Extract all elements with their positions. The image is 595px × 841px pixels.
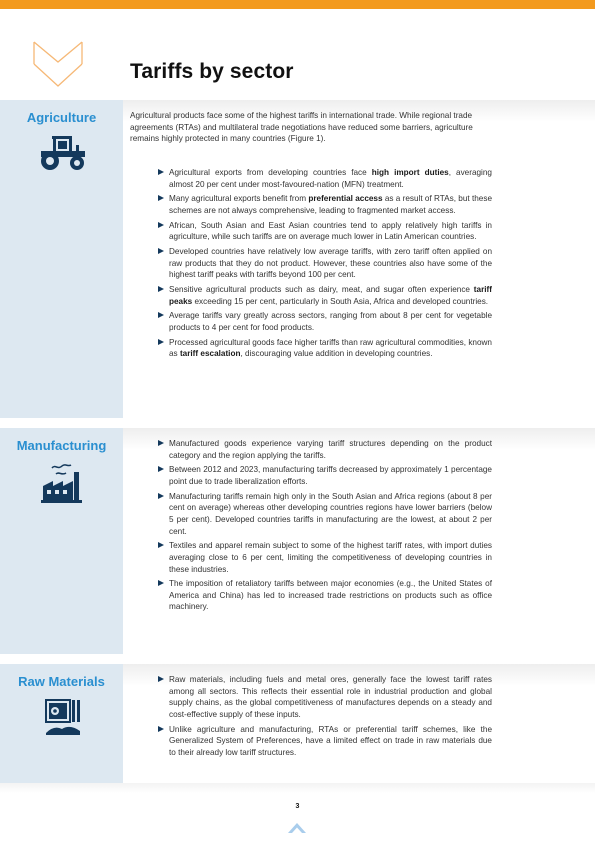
- page-number: 3: [295, 803, 300, 810]
- list-item: Unlike agriculture and manufacturing, RTAs or preferential tariff schemes, like the Generalized System of Preferences, have a limited effect on trade in raw materials due to their already low tariff structures.: [158, 724, 492, 759]
- bullet-list: [158, 167, 492, 363]
- top-accent-bar: [0, 0, 595, 9]
- section-title: Agriculture: [26, 110, 97, 125]
- page-title: Tariffs by sector: [130, 60, 294, 83]
- list-item: Many agricultural exports benefit from preferential access as a result of RTAs, but these schemes are not always comprehensive, leading to fragmented market access.: [158, 193, 492, 216]
- list-item: African, South Asian and East Asian countries tend to apply relatively high tariffs in agriculture, while such tariffs are on average much lower in Latin American countries.: [158, 220, 492, 243]
- list-item: Processed agricultural goods face higher tariffs than raw agricultural commodities, known as tariff escalation, discouraging value addition in developing countries.: [158, 337, 492, 360]
- chevron-up-icon: [287, 819, 307, 834]
- section-intro: Agricultural products face some of the highest tariffs in international trade. While regional trade agreements (RTAs) and multilateral trade negotiations have reduced some barriers, agriculture remains highly protected in many countries (Figure 1).: [130, 111, 473, 144]
- list-item: Developed countries have relatively low average tariffs, with zero tariff often applied on raw products that they do not product. However, these countries also have some of the highest tariff peaks with tariffs beyond 100 per cent.: [158, 246, 492, 281]
- section-title: Manufacturing: [16, 438, 107, 453]
- section-manufacturing: [0, 428, 595, 654]
- list-item: Sensitive agricultural products such as dairy, meat, and sugar often experience tariff peaks exceeding 15 per cent, particularly in South Asia, Africa and developed countries.: [158, 284, 492, 307]
- section-agriculture: [0, 100, 595, 418]
- section-raw-materials: [0, 664, 595, 783]
- list-item: Manufactured goods experience varying tariff structures depending on the product category and the region applying the tariffs.: [158, 438, 492, 461]
- chevron-logo-icon: [32, 40, 84, 90]
- list-item: Agricultural exports from developing countries face high import duties, averaging almost 20 per cent under most-favoured-nation (MFN) treatment.: [158, 167, 492, 190]
- list-item: Between 2012 and 2023, manufacturing tariffs decreased by approximately 1 percentage point due to trade liberalization efforts.: [158, 464, 492, 487]
- list-item: Raw materials, including fuels and metal ores, generally face the lowest tariff rates among all sectors. This reflects their essential role in industrial production and global supply chains, as the global competitiveness of manufactures depends on a steady and cost-effective supply of these inputs.: [158, 674, 492, 720]
- list-item: Manufacturing tariffs remain high only in the South Asian and Africa regions (about 8 per cent on average) whereas other developing countries regions have lower barriers (below 5 per cent). Developed countries tariffs in manufacturing are the lowest, at about 2 per cent.: [158, 491, 492, 537]
- tractor-icon: [38, 134, 88, 172]
- raw-materials-icon: [44, 697, 82, 737]
- factory-icon: [40, 462, 84, 504]
- list-item: The imposition of retaliatory tariffs between major economies (e.g., the United States of America and China) has led to increased trade restrictions on products such as office machinery.: [158, 578, 492, 613]
- section-title: Raw Materials: [18, 674, 105, 689]
- bullet-list: [158, 674, 492, 762]
- bullet-list: [158, 438, 492, 616]
- list-item: Textiles and apparel remain subject to some of the highest tariff rates, with import duties averaging close to 6 per cent, limiting the competitiveness of developing countries in these industries.: [158, 540, 492, 575]
- list-item: Average tariffs vary greatly across sectors, ranging from about 8 per cent for vegetable products to 4 per cent for food products.: [158, 310, 492, 333]
